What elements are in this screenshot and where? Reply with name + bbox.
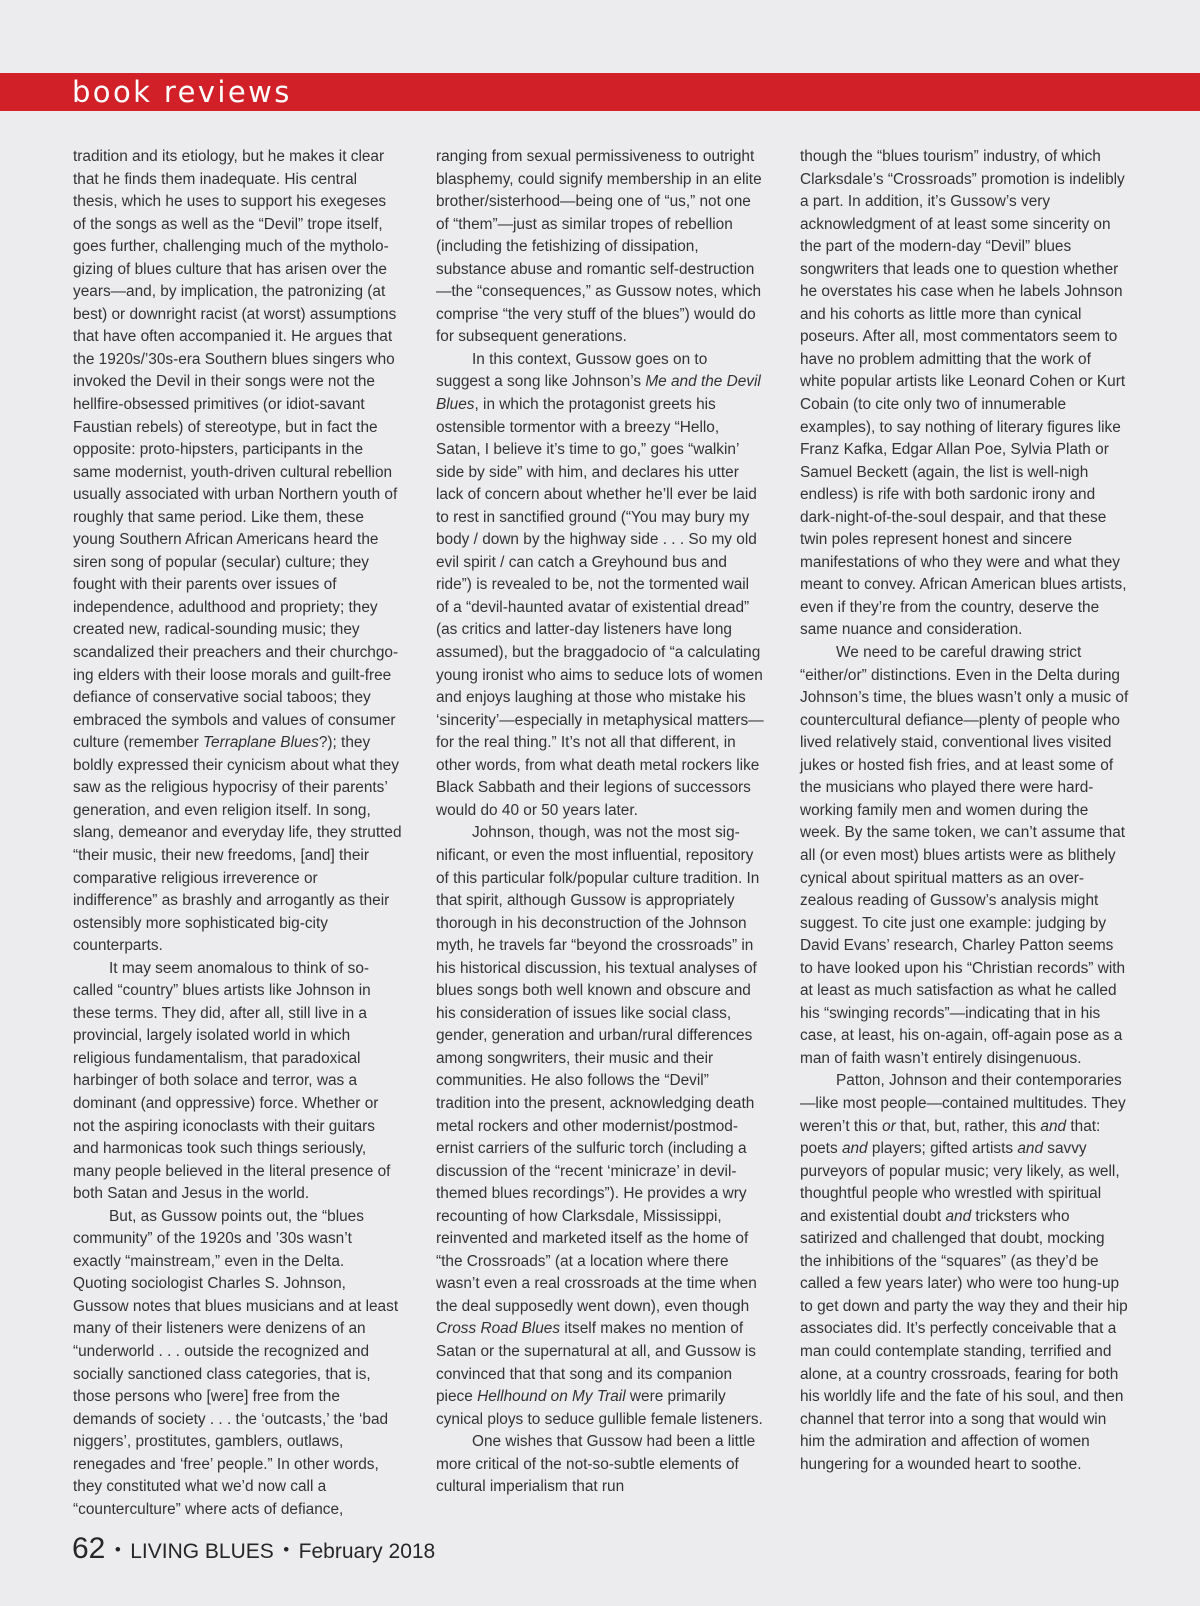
- page-number: 62: [72, 1532, 106, 1565]
- article-column-2: [436, 146, 765, 1499]
- section-header-band: [0, 73, 1200, 111]
- article-paragraph: It may seem anomalous to think of so-called “country” blues artists like Johnson in these terms. They did, after all, still live in a provincial, largely isolated world in which religious fundamentalism, that paradoxical harbinger of both solace and terror, was a dominant (and oppressive) force. Whether or not the aspiring iconoclasts with their guitars and harmonicas took such things seriously, many people believed in the literal presence of both Satan and Jesus in the world.: [73, 959, 391, 1203]
- issue-date: February 2018: [298, 1540, 436, 1563]
- magazine-title: LIVING BLUES: [130, 1540, 274, 1563]
- article-paragraph: Patton, Johnson and their contemporaries—like most people—contained multitudes. They weren’t this or that, but, rather, this and that: poets and players; gifted artists and savvy purveyors of popular music; very likely, as well, thoughtful people who wrestled with spiritual and existential doubt and tricksters who satirized and challenged that doubt, mocking the inhibitions of the “squares” (as they’d be called a few years later) who were too hung-up to get down and party the way they and their hip associates did. It’s perfectly conceivable that a man could contemplate standing, terrified and alone, at a country crossroads, fearing for both his worldly life and the fate of his soul, and then channel that terror into a song that would win him the admiration and affection of women hungering for a wounded heart to soothe.: [800, 1072, 1128, 1473]
- footer-bullet: •: [283, 1540, 290, 1559]
- article-paragraph: But, as Gussow points out, the “blues community” of the 1920s and ’30s wasn’t exactly “mainstream,” even in the Delta. Quoting sociologist Charles S. Johnson, Gussow notes that blues musicians and at least many of their listeners were denizens of an “underworld . . . outside the recognized and socially sanctioned class categories, that is, those persons who [were] free from the demands of society . . . the ‘outcasts,’ the ‘bad niggers’, prostitutes, gamblers, outlaws, renegades and ‘free’ people.” In other words, they constituted what we’d now call a “counterculture” where acts of defiance,: [73, 1207, 399, 1518]
- article-paragraph: ranging from sexual permissiveness to outright blasphemy, could signify membership in an elite brother/sisterhood—being one of “us,” not one of “them”—just as similar tropes of rebellion (including the fetishizing of dissipation, substance abuse and romantic self-destruction—the “consequences,” as Gussow notes, which comprise “the very stuff of the blues”) would do for subsequent generations.: [436, 148, 762, 346]
- article-paragraph: We need to be careful drawing strict “either/or” distinctions. Even in the Delta during Johnson’s time, the blues wasn’t only a music of countercultural defiance—plenty of people who lived relatively staid, conventional lives visited jukes or hosted fish fries, and at least some of the musicians who played there were hard-working family men and women during the week. By the same token, we can’t assume that all (or even most) blues artists were as blithely cynical about spiritual matters as an over-zealous reading of Gussow’s analysis might suggest. To cite just one example: judging by David Evans’ research, Charley Patton seems to have looked upon his “Christian records” with at least as much satisfaction as what he called his “swinging records”—indicating that in his case, at least, his on-again, off-again pose as a man of faith wasn’t entirely disingenuous.: [800, 644, 1129, 1067]
- article-paragraph: In this context, Gussow goes on to suggest a song like Johnson’s Me and the Devil Blues, in which the protagonist greets his ostensible tormentor with a breezy “Hello, Satan, I believe it’s time to go,” goes “walkin’ side by side” with him, and declares his utter lack of concern about whether he’ll ever be laid to rest in sanctified ground (“You may bury my body / down by the highway side . . . So my old evil spirit / can catch a Greyhound bus and ride”) is revealed to be, not the tormented wail of a “devil-haunted avatar of existential dread” (as critics and latter-day listeners have long assumed), but the braggadocio of “a calculating young ironist who aims to seduce lots of women and enjoys laughing at those who mistake his ‘sincerity’—especially in metaphysical matters—for the real thing.” It’s not all that different, in other words, from what death metal rockers like Black Sabbath and their legions of successors would do 40 or 50 years later.: [436, 350, 764, 819]
- article-paragraph: though the “blues tourism” industry, of which Clarksdale’s “Crossroads” promotion is indelibly a part. In addition, it’s Gussow’s very acknowledgment of at least some sincerity on the part of the modern-day “Devil” blues songwriters that leads one to question whether he overstates his case when he labels Johnson and his cohorts as little more than cynical poseurs. After all, most commentators seem to have no problem admitting that the work of white popular artists like Leonard Cohen or Kurt Cobain (to cite only two of innumerable examples), to say nothing of literary figures like Franz Kafka, Edgar Allan Poe, Sylvia Plath or Samuel Beckett (again, the list is well-nigh endless) is rife with both sardonic irony and dark-night-of-the-soul despair, and that these twin poles represent honest and sincere manifestations of who they were and what they meant to convey. African American blues artists, even if they’re from the country, deserve the same nuance and consideration.: [800, 148, 1127, 639]
- article-paragraph: Johnson, though, was not the most significant, or even the most influential, repository of this particular folk/popular culture tradition. In that spirit, although Gussow is appropriately thorough in his deconstruction of the Johnson myth, he travels far “beyond the crossroads” in his historical discussion, his textual analyses of blues songs both well known and obscure and his consideration of issues like social class, gender, generation and urban/rural differences among songwriters, their music and their communities. He also follows the “Devil” tradition into the present, acknowledging death metal rockers and other modernist/postmodernist carriers of the sulfuric torch (including a discussion of the “recent ‘minicraze’ in devil-themed blues recordings”). He provides a wry recounting of how Clarksdale, Mississippi, reinvented and marketed itself as the home of “the Crossroads” (at a location where there wasn’t even a real crossroads at the time when the deal supposedly went down), even though Cross Road Blues itself makes no mention of Satan or the supernatural at all, and Gussow is convinced that that song and its companion piece Hellhound on My Trail were primarily cynical ploys to seduce gullible female listeners.: [436, 824, 763, 1428]
- footer-bullet: •: [114, 1540, 121, 1559]
- article-paragraph: One wishes that Gussow had been a little more critical of the not-so-subtle elements of cultural imperialism that run: [436, 1433, 756, 1496]
- article-column-1: [73, 146, 402, 1521]
- article-column-3: [800, 146, 1129, 1476]
- section-title: book reviews: [72, 75, 292, 109]
- article-paragraph: tradition and its etiology, but he makes it clear that he finds them inadequate. His central thesis, which he uses to support his exegeses of the songs as well as the “Devil” trope itself, goes further, challenging much of the mythologizing of blues culture that has arisen over the years—and, by implication, the patronizing (at best) or downright racist (at worst) assumptions that have often accompanied it. He argues that the 1920s/’30s-era Southern blues singers who invoked the Devil in their songs were not the hellfire-obsessed primitives (or idiot-savant Faustian rebels) of stereotype, but in fact the opposite: proto-hipsters, participants in the same modernist, youth-driven cultural rebellion usually associated with urban Northern youth of roughly that same period. Like them, these young Southern African Americans heard the siren song of popular (secular) culture; they fought with their parents over issues of independence, adulthood and propriety; they created new, radical-sounding music; they scandalized their preachers and their churchgoing elders with their loose morals and guilt-free defiance of conservative social taboos; they embraced the symbols and values of consumer culture (remember Terraplane Blues?); they boldly expressed their cynicism about what they saw as the religious hypocrisy of their parents’ generation, and even religion itself. In song, slang, demeanor and everyday life, they strutted “their music, their new freedoms, [and] their comparative religious irreverence or indifference” as brashly and arrogantly as their ostensibly more sophisticated big-city counterparts.: [73, 148, 402, 955]
- page-footer: [72, 1532, 435, 1566]
